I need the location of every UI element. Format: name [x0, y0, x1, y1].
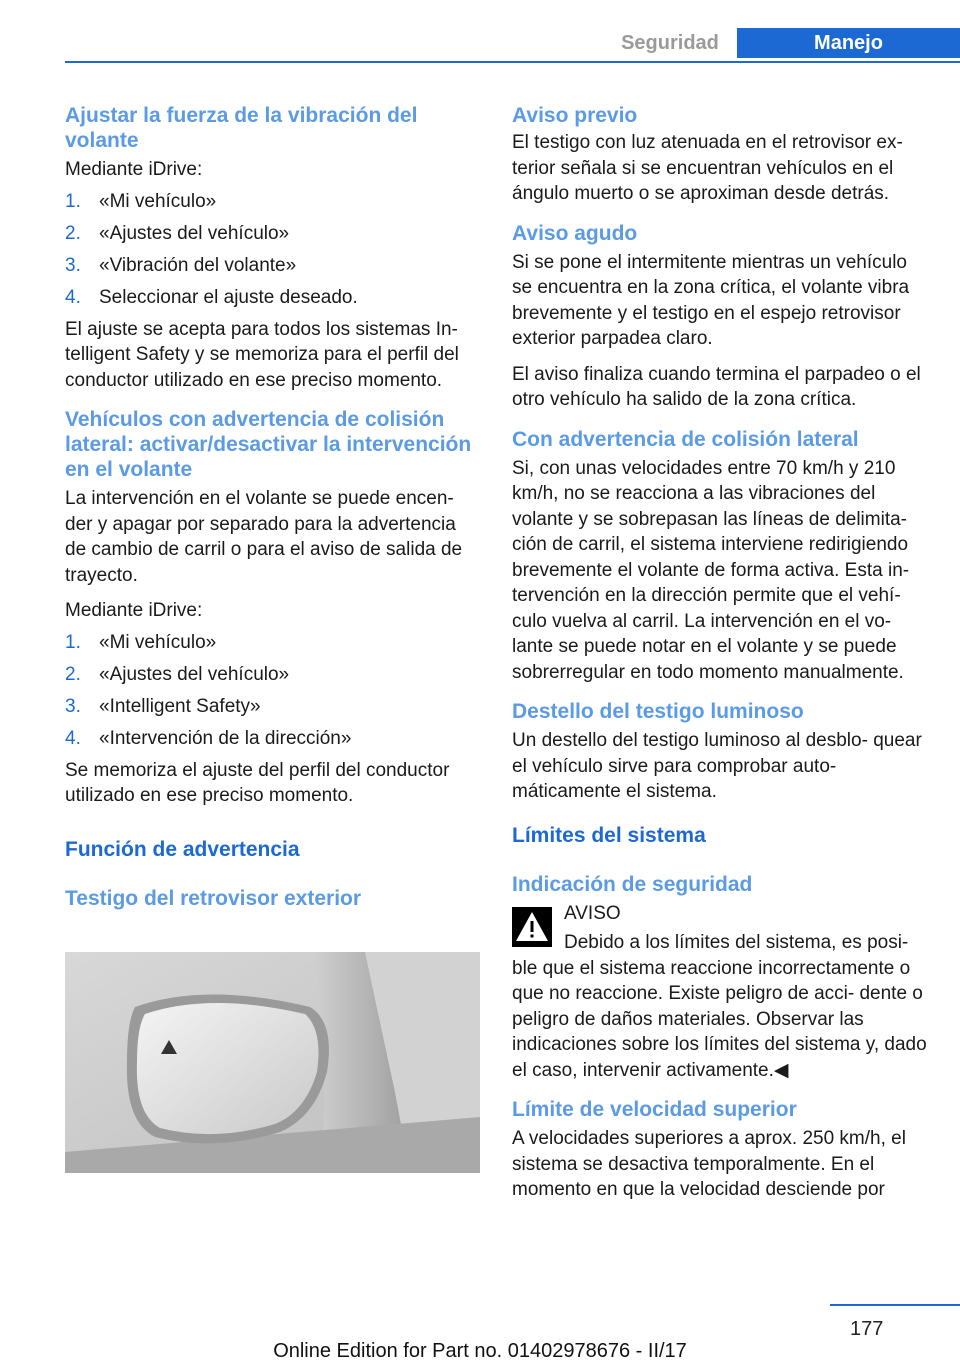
- paragraph-acute-1: Si se pone el intermitente mientras un vehículo se encuentra en la zona crítica, el volante vibra brevemente y el testigo en el espejo retrovisor exterior parpadea claro.: [512, 251, 910, 349]
- section-tab: Seguridad: [621, 32, 719, 54]
- warning-label: AVISO: [564, 902, 621, 924]
- page-number: 177: [850, 1318, 884, 1340]
- paragraph-prewarn: El testigo con luz atenuada en el retrovisor ex- terior señala si se encuentran vehículos en el ángulo muerto o se aproximan desde detrás.: [512, 132, 903, 204]
- heading-flash: Destello del testigo luminoso: [512, 700, 804, 723]
- list-item: 2. «Ajustes del vehículo»: [65, 222, 290, 244]
- steps-list-1: [65, 189, 481, 311]
- list-item: 2. «Ajustes del vehículo»: [65, 663, 290, 685]
- edition-note: Online Edition for Part no. 01402978676 - II/17: [273, 1340, 687, 1362]
- heading-collision: Con advertencia de colisión lateral: [512, 427, 859, 451]
- mirror-illustration: [65, 952, 480, 1173]
- idrive-label-1: Mediante iDrive:: [65, 159, 203, 180]
- paragraph-collision: Si, con unas velocidades entre 70 km/h y 210 km/h, no se reacciona a las vibraciones del volante y se sobrepasan las líneas de delimita- ción de carril, el sistema interviene redirigiendo brevemente el volante de forma activa. Esta in- tervención en la dirección permite que el vehí- culo vuelva al carril. La intervención en el vo- lante se puede notar en el volante y se puede sobrerregular en todo momento manualmente.: [512, 457, 910, 683]
- heading-vibration: Ajustar la fuerza de la vibración del volante: [65, 104, 418, 152]
- header-rule: [65, 61, 960, 63]
- heading-speed: Límite de velocidad superior: [512, 1098, 797, 1121]
- idrive-label-2: Mediante iDrive:: [65, 600, 203, 621]
- mirror-image: [65, 952, 480, 1173]
- warning-text: Debido a los límites del sistema, es posi- ble que el sistema reaccione incorrectamente o que no reaccione. Existe peligro de acci- dente o peligro de daños materiales. Observar las indicaciones sobre los límites del sistema y, dado el caso, intervenir activamente.◀: [512, 932, 927, 1081]
- paragraph-2: La intervención en el volante se puede encen- der y apagar por separado para la advertencia de cambio de carril o para el aviso de salida de trayecto.: [65, 488, 463, 586]
- heading-prewarn: Aviso previo: [512, 104, 638, 127]
- list-item: 1. «Mi vehículo»: [65, 190, 217, 212]
- list-item: 3. «Vibración del volante»: [65, 254, 297, 276]
- list-item: 4. «Intervención de la dirección»: [65, 727, 352, 749]
- warning-icon: [512, 907, 552, 947]
- list-item: 4. Seleccionar el ajuste deseado.: [65, 286, 358, 308]
- steps-list-2: [65, 630, 481, 752]
- heading-lateral: Vehículos con advertencia de colisión lateral: activar/desactivar la intervención en el volante: [65, 408, 472, 481]
- paragraph-3: Se memoriza el ajuste del perfil del conductor utilizado en ese preciso momento.: [65, 759, 450, 806]
- footer-rule: [830, 1304, 960, 1306]
- chapter-tab: Manejo: [737, 28, 960, 58]
- right-column: [512, 103, 927, 1213]
- heading-limits: Límites del sistema: [512, 823, 706, 847]
- list-item: 1. «Mi vehículo»: [65, 631, 217, 653]
- heading-mirror: Testigo del retrovisor exterior: [65, 886, 362, 910]
- page-header: [0, 0, 960, 62]
- warning-block: [512, 901, 927, 1084]
- paragraph-acute-2: El aviso finaliza cuando termina el parpadeo o el otro vehículo ha salido de la zona crítica.: [512, 363, 921, 410]
- left-column: [65, 103, 481, 915]
- list-item: 3. «Intelligent Safety»: [65, 695, 261, 717]
- paragraph-flash: Un destello del testigo luminoso al desblo- quear el vehículo sirve para comprobar auto- máticamente el sistema.: [512, 730, 922, 802]
- heading-safety: Indicación de seguridad: [512, 872, 753, 896]
- paragraph-speed: A velocidades superiores a aprox. 250 km/h, el sistema se desactiva temporalmente. En el momento en que la velocidad desciende por: [512, 1128, 906, 1200]
- paragraph-1: El ajuste se acepta para todos los sistemas In- telligent Safety y se memoriza para el perfil del conductor utilizado en ese preciso momento.: [65, 318, 459, 391]
- heading-function: Función de advertencia: [65, 837, 300, 861]
- heading-acute: Aviso agudo: [512, 221, 638, 245]
